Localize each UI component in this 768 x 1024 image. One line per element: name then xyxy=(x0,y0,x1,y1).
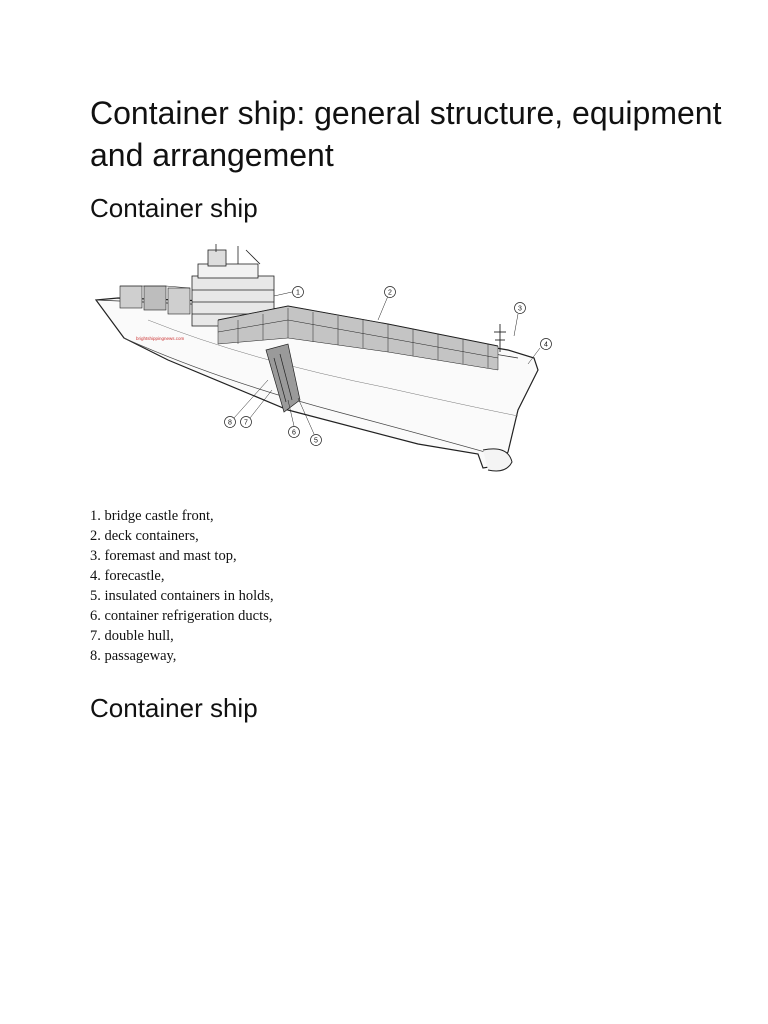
legend-item: 6. container refrigeration ducts, xyxy=(90,608,273,624)
callout-2: 2 xyxy=(388,289,392,297)
callout-3: 3 xyxy=(518,305,522,313)
callout-8: 8 xyxy=(228,419,232,427)
legend-item: 5. insulated containers in holds, xyxy=(90,588,274,604)
legend-item: 3. foremast and mast top, xyxy=(90,548,237,564)
legend-list xyxy=(90,506,274,666)
legend-item: 4. forecastle, xyxy=(90,568,165,584)
callout-5: 5 xyxy=(314,437,318,445)
section-heading: Container ship xyxy=(90,193,258,223)
watermark: brightshippingnews.com xyxy=(136,336,185,341)
callout-7: 7 xyxy=(244,419,248,427)
container-ship-diagram xyxy=(88,240,568,480)
legend-item: 7. double hull, xyxy=(90,628,174,644)
callout-6: 6 xyxy=(292,429,296,437)
callout-4: 4 xyxy=(544,341,548,349)
legend-item: 2. deck containers, xyxy=(90,528,199,544)
page-title: Container ship: general structure, equipment and arrangement xyxy=(90,95,722,173)
callout-1: 1 xyxy=(296,289,300,297)
section-heading-2: Container ship xyxy=(90,693,258,723)
legend-item: 1. bridge castle front, xyxy=(90,508,214,524)
legend-item: 8. passageway, xyxy=(90,648,177,664)
